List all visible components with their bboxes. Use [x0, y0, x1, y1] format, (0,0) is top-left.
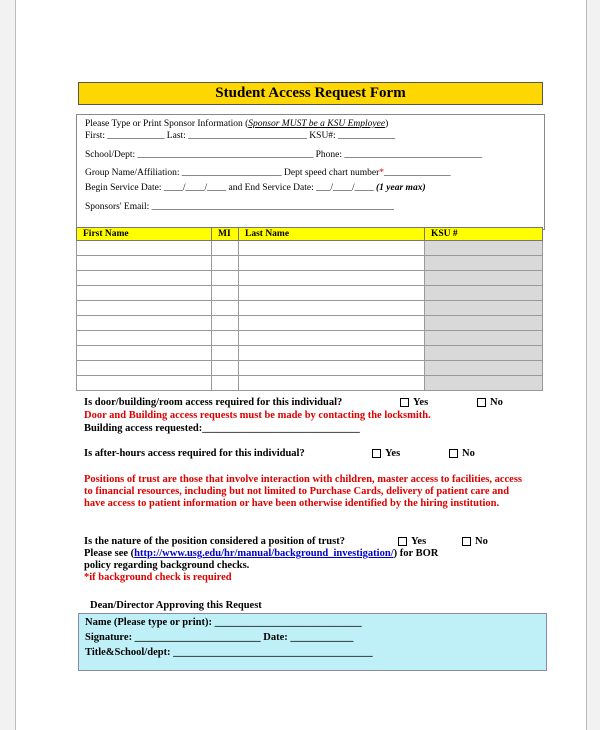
header-mi: MI	[212, 228, 239, 241]
ksu-number-cell[interactable]	[425, 256, 543, 271]
sponsor-note: Sponsor MUST be a KSU Employee	[248, 119, 386, 129]
ksu-number-cell[interactable]	[425, 361, 543, 376]
background-check-note: *if background check is required	[84, 572, 232, 583]
after-hours-yes-option[interactable]: Yes	[372, 448, 400, 459]
after-hours-question: Is after-hours access required for this individual?	[84, 448, 305, 459]
checkbox-icon[interactable]	[449, 449, 458, 458]
last-name-cell[interactable]	[239, 361, 425, 376]
first-name-cell[interactable]	[77, 331, 212, 346]
last-name-cell[interactable]	[239, 241, 425, 256]
checkbox-icon[interactable]	[372, 449, 381, 458]
bor-reference: Please see (http://www.usg.edu/hr/manual/background_investigation/) for BOR	[84, 548, 439, 559]
ksu-number-cell[interactable]	[425, 286, 543, 301]
mi-cell[interactable]	[212, 286, 239, 301]
table-row	[77, 301, 543, 316]
mi-cell[interactable]	[212, 346, 239, 361]
after-hours-no-option[interactable]: No	[449, 448, 475, 459]
first-name-cell[interactable]	[77, 361, 212, 376]
ksu-number-cell[interactable]	[425, 346, 543, 361]
first-name-cell[interactable]	[77, 256, 212, 271]
ksu-number-cell[interactable]	[425, 271, 543, 286]
table-row	[77, 331, 543, 346]
table-row	[77, 286, 543, 301]
sponsor-group-field[interactable]: Group Name/Affiliation: _____________________ Dept speed chart number*______________	[85, 168, 451, 178]
first-name-cell[interactable]	[77, 376, 212, 391]
last-name-cell[interactable]	[239, 316, 425, 331]
trust-definition-paragraph: Positions of trust are those that involve interaction with children, master access to facilities, access to financial resources, including but not limited to Purchase Cards, delivery of patient care and have access to patient information or have been otherwise identified by the hiring institution.	[84, 474, 523, 509]
first-name-cell[interactable]	[77, 316, 212, 331]
table-row	[77, 346, 543, 361]
sponsor-intro: Please Type or Print Sponsor Information (Sponsor MUST be a KSU Employee)	[85, 119, 389, 129]
sponsor-school-phone-field[interactable]: School/Dept: _____________________________________ Phone: _____________________________	[85, 150, 483, 160]
ksu-number-cell[interactable]	[425, 331, 543, 346]
last-name-cell[interactable]	[239, 256, 425, 271]
mi-cell[interactable]	[212, 271, 239, 286]
ksu-number-cell[interactable]	[425, 316, 543, 331]
table-row	[77, 361, 543, 376]
sponsor-email-field[interactable]: Sponsors' Email: ___________________________________________________	[85, 202, 394, 212]
header-last-name: Last Name	[239, 228, 425, 241]
table-row	[77, 271, 543, 286]
first-name-cell[interactable]	[77, 241, 212, 256]
header-first-name: First Name	[77, 228, 212, 241]
header-ksu-number: KSU #	[425, 228, 543, 241]
checkbox-icon[interactable]	[477, 398, 486, 407]
required-asterisk: *	[379, 168, 385, 178]
dean-name-field[interactable]: Name (Please type or print): ____________________________	[85, 617, 362, 628]
form-title: Student Access Request Form	[78, 82, 543, 105]
first-name-cell[interactable]	[77, 271, 212, 286]
ksu-number-cell[interactable]	[425, 376, 543, 391]
sponsor-name-field[interactable]: First: ____________ Last: _________________________ KSU#: ____________	[85, 131, 396, 141]
last-name-cell[interactable]	[239, 331, 425, 346]
last-name-cell[interactable]	[239, 346, 425, 361]
mi-cell[interactable]	[212, 256, 239, 271]
dean-signature-field[interactable]: Signature: ________________________ Date: ____________	[85, 632, 354, 643]
dean-title-field[interactable]: Title&School/dept: ______________________________________	[85, 647, 373, 658]
mi-cell[interactable]	[212, 316, 239, 331]
dean-heading: Dean/Director Approving this Request	[90, 600, 262, 611]
service-dates-field[interactable]: Begin Service Date: ____/____/____ and End Service Date: ___/____/____ (1 year max)	[85, 183, 426, 193]
first-name-cell[interactable]	[77, 286, 212, 301]
table-row	[77, 376, 543, 391]
student-table	[76, 227, 543, 391]
mi-cell[interactable]	[212, 301, 239, 316]
table-row	[77, 316, 543, 331]
year-max-note: (1 year max)	[376, 183, 426, 193]
first-name-cell[interactable]	[77, 301, 212, 316]
mi-cell[interactable]	[212, 361, 239, 376]
locksmith-note: Door and Building access requests must be made by contacting the locksmith.	[84, 410, 431, 421]
last-name-cell[interactable]	[239, 286, 425, 301]
ksu-number-cell[interactable]	[425, 241, 543, 256]
table-body	[77, 241, 543, 391]
door-access-question: Is door/building/room access required for this individual?	[84, 397, 343, 408]
last-name-cell[interactable]	[239, 301, 425, 316]
building-access-field[interactable]: Building access requested:______________________________	[84, 423, 360, 434]
trust-yes-option[interactable]: Yes	[398, 536, 426, 547]
mi-cell[interactable]	[212, 376, 239, 391]
table-row	[77, 241, 543, 256]
trust-question: Is the nature of the position considered a position of trust?	[84, 536, 345, 547]
mi-cell[interactable]	[212, 331, 239, 346]
sponsor-info-box	[76, 114, 545, 230]
checkbox-icon[interactable]	[398, 537, 407, 546]
dean-approval-box	[78, 613, 547, 671]
trust-no-option[interactable]: No	[462, 536, 488, 547]
table-header-row	[77, 228, 543, 241]
last-name-cell[interactable]	[239, 271, 425, 286]
bor-link[interactable]: http://www.usg.edu/hr/manual/background_investigation/	[134, 548, 394, 559]
first-name-cell[interactable]	[77, 346, 212, 361]
ksu-number-cell[interactable]	[425, 301, 543, 316]
last-name-cell[interactable]	[239, 376, 425, 391]
mi-cell[interactable]	[212, 241, 239, 256]
policy-text: policy regarding background checks.	[84, 560, 250, 571]
door-no-option[interactable]: No	[477, 397, 503, 408]
door-yes-option[interactable]: Yes	[400, 397, 428, 408]
checkbox-icon[interactable]	[400, 398, 409, 407]
table-row	[77, 256, 543, 271]
checkbox-icon[interactable]	[462, 537, 471, 546]
